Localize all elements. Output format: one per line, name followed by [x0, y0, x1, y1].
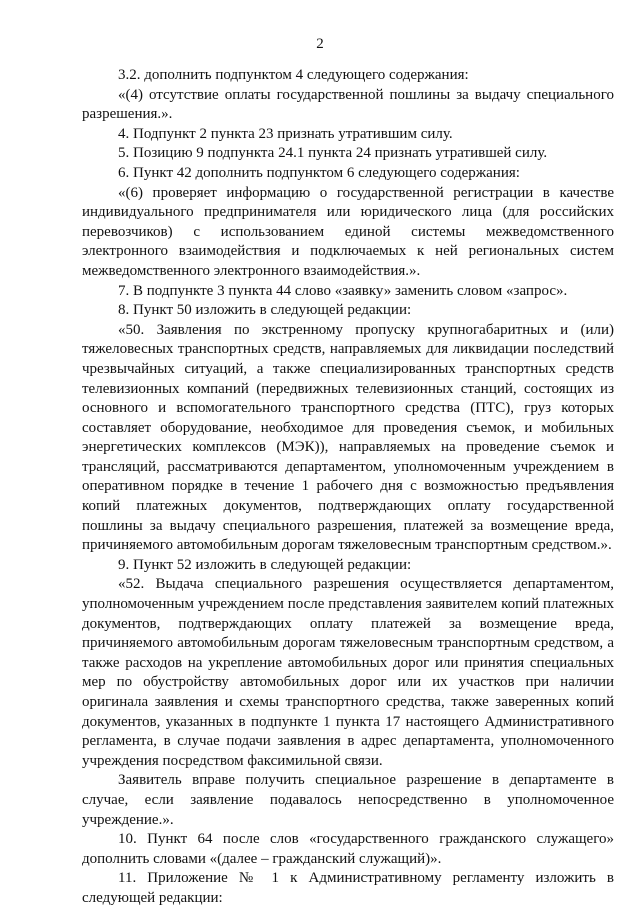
paragraph-item-5: 5. Позицию 9 подпункта 24.1 пункта 24 признать утратившей силу. [118, 145, 548, 162]
paragraph-item-11: 11. Приложение № 1 к Административному регламенту изложить в следующей редакции: [82, 870, 614, 906]
paragraph-item-9: 9. Пункт 52 изложить в следующей редакции: [118, 556, 412, 573]
paragraph-item-10: 10. Пункт 64 после слов «государственного гражданского служащего» дополнить словами «(далее – гражданский служащий)». [82, 831, 614, 867]
paragraph-subitem-4-text: «(4) отсутствие оплаты государственной пошлины за выдачу специального разрешения.». [82, 86, 614, 123]
paragraph-3-2-intro: 3.2. дополнить подпунктом 4 следующего содержания: [118, 67, 469, 83]
paragraph-item-4: 4. Подпункт 2 пункта 23 признать утратившим силу. [118, 125, 453, 142]
page-number: 2 [316, 36, 324, 52]
paragraph-subitem-6-text: «(6) проверяет информацию о государственной регистрации в качестве индивидуального предпринимателя или юридического лица (для российских перевозчиков) с использованием единой системы межведомственного электронного взаимодействия и подключаемых к ней региональных систем межведомственного электронного взаимодействия.». [82, 184, 614, 279]
paragraph-item-8: 8. Пункт 50 изложить в следующей редакции: [118, 302, 412, 319]
paragraph-item-7: 7. В подпункте 3 пункта 44 слово «заявку» заменить словом «запрос». [118, 282, 568, 299]
paragraph-point-52-text: «52. Выдача специального разрешения осуществляется департаментом, уполномоченным учреждением после представления заявителем копий платежных документов, подтверждающих оплату платежей за возмещение вреда, причиняемого автомобильным дорогам тяжеловесным транспортным средством, а также расходов на укрепление автомобильных дорог или принятия специальных мер по обустройству автомобильных дорог или их участков при наличии оригинала заявления и схемы транспортного средства, также заверенных копий документов, указанных в подпункте 1 пункта 17 настоящего Административного регламента, в случае подачи заявления в адрес департамента, уполномоченного учреждения посредством факсимильной связи. [82, 576, 614, 769]
paragraph-item-6: 6. Пункт 42 дополнить подпунктом 6 следующего содержания: [118, 164, 520, 181]
document-body [82, 66, 614, 909]
paragraph-point-50-text: «50. Заявления по экстренному пропуску крупногабаритных и (или) тяжеловесных транспортных средств, направляемых для ликвидации последствий чрезвычайных ситуаций, а также специализированных транспортных средств телевизионных компаний (передвижных телевизионных станций, состоящих из основного и вспомогательного транспортного средства (ПТС), груз которых составляет оборудование, необходимое для проведения съемок, и мобильных энергетических комплексов (МЭК)), направляемых на проведение съемок и трансляций, рассматриваются департаментом, уполномоченным учреждением в оперативном порядке в течение 1 рабочего дня с возможностью предъявления копий платежных документов, подтверждающих оплату государственной пошлины за выдачу специального разрешения, платежей за возмещение вреда, причиняемого автомобильным дорогам тяжеловесным транспортным средством.». [82, 321, 614, 554]
paragraph-applicant-right: Заявитель вправе получить специальное разрешение в департаменте в случае, если заявление подавалось непосредственно в уполномоченное учреждение.». [82, 772, 614, 828]
